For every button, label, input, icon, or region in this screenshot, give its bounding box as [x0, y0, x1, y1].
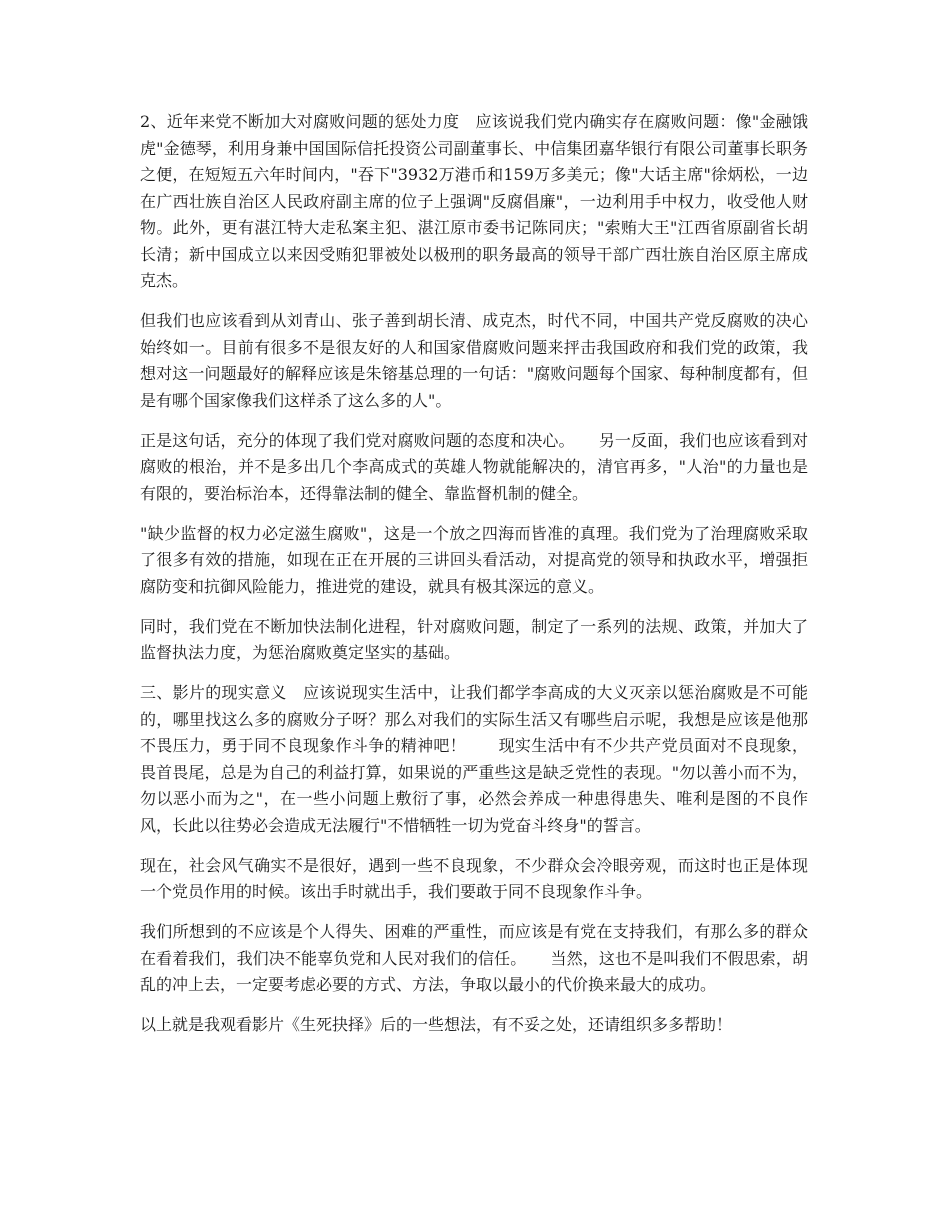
paragraph-anti-corruption-punishment: 2、近年来党不断加大对腐败问题的惩处力度 应该说我们党内确实存在腐败问题：像"金融饿虎"金德琴，利用身兼中国国际信托投资公司副董事长、中信集团嘉华银行有限公司董事长职务之便，在短短五六年时间内，"吞下"3932万港币和159万多美元；像"大话主席"徐炳松，一边在广西壮族自治区人民政府副主席的位子上强调"反腐倡廉"，一边利用手中权力，收受他人财物。此外，更有湛江特大走私案主犯、湛江原市委书记陈同庆；"索贿大王"江西省原副省长胡长清；新中国成立以来因受贿犯罪被处以极刑的职务最高的领导干部广西壮族自治区原主席成克杰。 — [140, 112, 808, 290]
paragraph-legal-process: 同时，我们党在不断加快法制化进程，针对腐败问题，制定了一系列的法规、政策，并加大了监督执法力度，为惩治腐败奠定坚实的基础。 — [140, 616, 808, 662]
paragraph-party-determination: 但我们也应该看到从刘青山、张子善到胡长清、成克杰，时代不同，中国共产党反腐败的决心始终如一。目前有很多不是很友好的人和国家借腐败问题来抨击我国政府和我们党的政策，我想对这一问题最好的解释应该是朱镕基总理的一句话："腐败问题每个国家、每种制度都有，但是有哪个国家像我们这样杀了这么多的人"。 — [140, 311, 808, 410]
paragraph-conclusion: 以上就是我观看影片《生死抉择》后的一些想法，有不妥之处，还请组织多多帮助！ — [140, 1015, 733, 1034]
paragraph-rule-of-law: 正是这句话，充分的体现了我们党对腐败问题的态度和决心。 另一反面，我们也应该看到对腐败的根治，并不是多出几个李高成式的英雄人物就能解决的，清官再多，"人治"的力量也是有限的，要治标治本，还得靠法制的健全、靠监督机制的健全。 — [140, 430, 808, 503]
document-body — [140, 109, 808, 1052]
paragraph-social-climate: 现在，社会风气确实不是很好，遇到一些不良现象，不少群众会冷眼旁观，而这时也正是体现一个党员作用的时候。该出手时就出手，我们要敢于同不良现象作斗争。 — [140, 855, 808, 901]
paragraph-supervision: "缺少监督的权力必定滋生腐败"，这是一个放之四海而皆准的真理。我们党为了治理腐败采取了很多有效的措施，如现在正在开展的三讲回头看活动，对提高党的领导和执政水平，增强拒腐防变和抗御风险能力，推进党的建设，就具有极其深远的意义。 — [140, 523, 808, 596]
paragraph-trust: 我们所想到的不应该是个人得失、困难的严重性，而应该是有党在支持我们，有那么多的群众在看着我们，我们决不能辜负党和人民对我们的信任。 当然，这也不是叫我们不假思索，胡乱的冲上去，一定要考虑必要的方式、方法，争取以最小的代价换来最大的成功。 — [140, 922, 808, 994]
paragraph-film-significance: 三、影片的现实意义 应该说现实生活中，让我们都学李高成的大义灭亲以惩治腐败是不可能的，哪里找这么多的腐败分子呀？那么对我们的实际生活又有哪些启示呢，我想是应该是他那不畏压力，勇于同不良现象作斗争的精神吧！ 现实生活中有不少共产党员面对不良现象，畏首畏尾，总是为自己的利益打算，如果说的严重些这是缺乏党性的表现。"勿以善小而不为，勿以恶小而为之"，在一些小问题上敷衍了事，必然会养成一种患得患失、唯利是图的不良作风，长此以往势必会造成无法履行"不惜牺牲一切为党奋斗终身"的誓言。 — [140, 683, 808, 835]
